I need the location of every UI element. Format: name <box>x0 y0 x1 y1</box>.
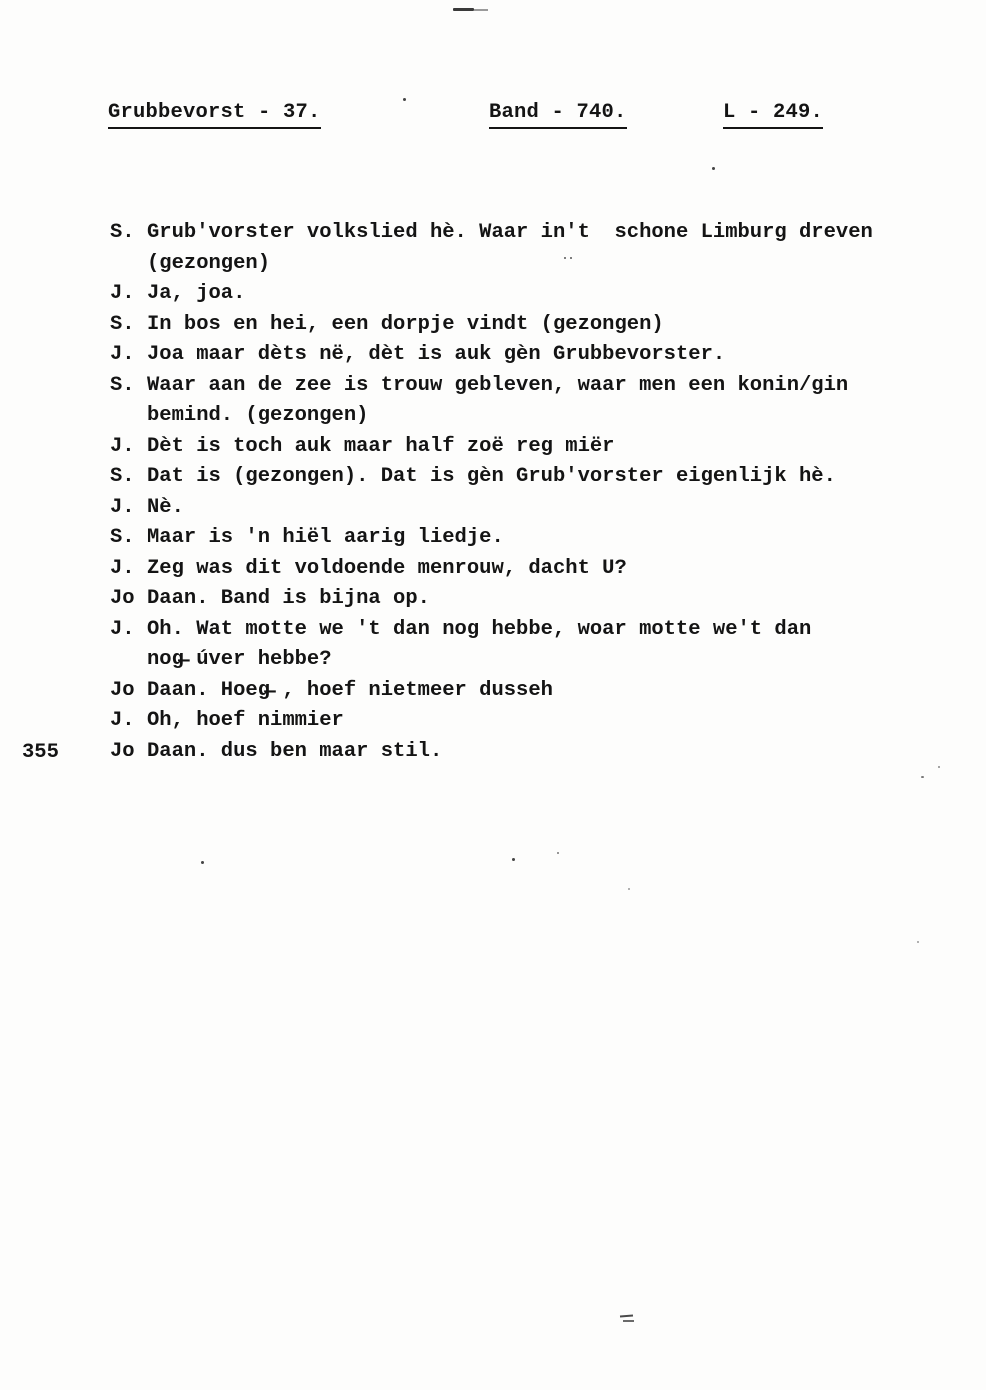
transcript-line <box>110 434 930 465</box>
line-text: Joa maar dèts në, dèt is auk gèn Grubbevorster. <box>147 343 726 366</box>
line-text: Nè. <box>147 495 184 519</box>
speaker-label: J. <box>110 343 135 366</box>
line-text: Waar aan de zee is trouw gebleven, waar men een konin/gin <box>147 373 849 397</box>
transcript-line <box>110 464 930 495</box>
line-text: Daan. Band is bijna op. <box>147 587 430 610</box>
transcript-line <box>110 739 930 770</box>
header-band-number: Band - 740. <box>489 101 627 129</box>
line-text: (gezongen) <box>147 251 271 275</box>
speaker-label: Jo <box>110 678 135 702</box>
ink-speck <box>917 941 919 943</box>
header-l-number: L - 249. <box>723 101 823 129</box>
transcript-line <box>110 525 930 556</box>
ink-speck <box>564 257 566 259</box>
transcript-line <box>110 708 930 739</box>
line-text: nog̶ úver hebbe? <box>147 648 332 671</box>
transcript-line <box>110 617 930 648</box>
ink-speck <box>201 861 204 864</box>
speaker-label: S. <box>110 526 135 549</box>
line-text: Daan. Hoeg̶ , hoef nietmeer dusseh <box>147 678 553 702</box>
line-text: bemind. (gezongen) <box>147 404 369 427</box>
ink-speck <box>628 888 630 890</box>
scan-mark-top-dash <box>453 8 474 11</box>
speaker-label: J. <box>110 709 135 732</box>
transcript-line <box>110 647 930 678</box>
transcript-line <box>110 281 930 312</box>
transcript-line <box>110 403 930 434</box>
line-text: Dat is (gezongen). Dat is gèn Grub'vorster eigenlijk hè. <box>147 465 836 488</box>
ink-speck <box>570 257 572 259</box>
speaker-label: J. <box>110 617 135 641</box>
speaker-label: S. <box>110 312 135 336</box>
speaker-label: J. <box>110 282 135 305</box>
ink-speck <box>557 852 559 854</box>
speaker-label: Jo <box>110 587 135 610</box>
transcript-line <box>110 495 930 526</box>
header-location-number: Grubbevorst - 37. <box>108 101 321 129</box>
line-text: In bos en hei, een dorpje vindt (gezongen) <box>147 312 664 336</box>
transcript-line <box>110 678 930 709</box>
transcript-line <box>110 373 930 404</box>
speaker-label: S. <box>110 221 135 244</box>
ink-speck <box>921 776 924 778</box>
transcript-line <box>110 220 930 251</box>
transcript-line <box>110 251 930 282</box>
speaker-label: S. <box>110 373 135 397</box>
ink-speck <box>403 98 406 101</box>
speaker-label: S. <box>110 465 135 488</box>
speaker-label: J. <box>110 434 135 458</box>
tape-counter-marker: 355 <box>22 741 59 764</box>
line-text: Ja, joa. <box>147 282 246 305</box>
ink-speck <box>512 858 515 861</box>
dialogue-transcript <box>110 220 930 769</box>
speaker-label: J. <box>110 495 135 519</box>
line-text: Oh. Wat motte we 't dan nog hebbe, woar motte we't dan <box>147 617 812 641</box>
ink-speck <box>938 766 940 768</box>
line-text: Oh, hoef nimmier <box>147 709 344 732</box>
scan-smudge <box>620 1315 633 1318</box>
transcript-line <box>110 586 930 617</box>
line-text: Maar is 'n hiël aarig liedje. <box>147 526 504 549</box>
scan-smudge <box>623 1320 634 1322</box>
ink-speck <box>712 167 715 170</box>
line-text: Zeg was dit voldoende menrouw, dacht U? <box>147 556 627 580</box>
transcript-line <box>110 342 930 373</box>
scan-mark-top-dash-tail <box>474 9 488 11</box>
line-text: Grub'vorster volkslied hè. Waar in't schone Limburg dreven <box>147 221 873 244</box>
speaker-label: Jo <box>110 739 135 763</box>
speaker-label: J. <box>110 556 135 580</box>
line-text: Dèt is toch auk maar half zoë reg miër <box>147 434 615 458</box>
transcript-line <box>110 312 930 343</box>
transcript-line <box>110 556 930 587</box>
line-text: Daan. dus ben maar stil. <box>147 739 443 763</box>
